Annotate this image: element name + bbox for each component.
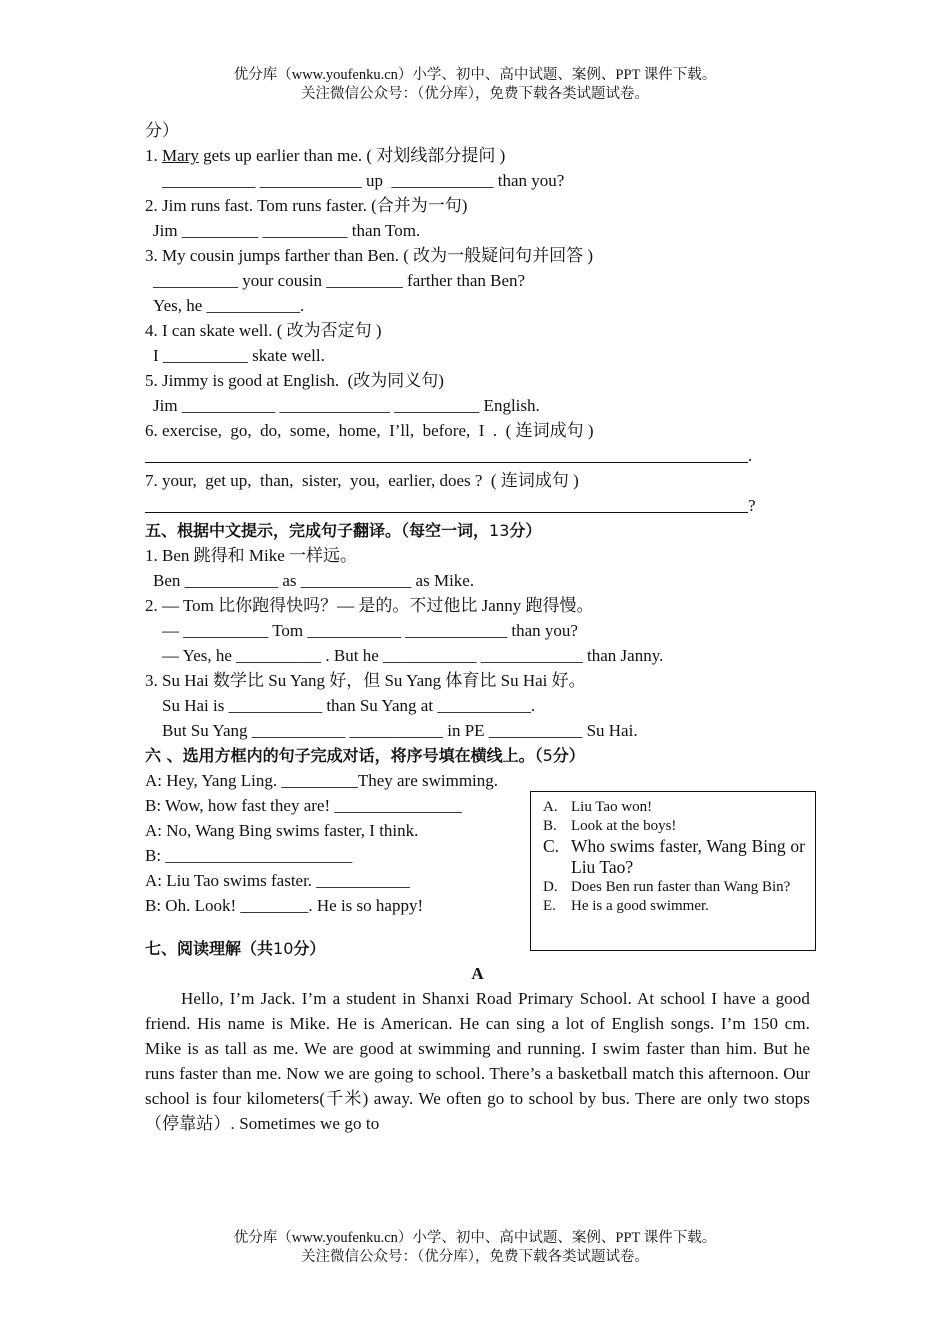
s5-answer-2a: — __________ Tom ___________ ____________ than you? — [162, 621, 578, 640]
s4-answer-2: Jim _________ __________ than Tom. — [153, 221, 421, 240]
dialog-line: A: Liu Tao swims faster. ___________ — [145, 871, 410, 890]
section5-score: 13 — [489, 521, 510, 540]
s4-answer-4: I __________ skate well. — [153, 346, 325, 365]
option-key: C. — [543, 836, 560, 856]
section7-title-tail: 分） — [293, 939, 326, 958]
s4-answer-3a: __________ your cousin _________ farther than Ben? — [153, 271, 526, 290]
section6-title-tail: 分） — [552, 746, 585, 765]
s5-answer-3b: But Su Yang ___________ ___________ in PE ___________ Su Hai. — [162, 721, 638, 740]
footer-line-2: 关注微信公众号：（优分库），免费下载各类试题试卷。 — [301, 1249, 649, 1265]
section5-title-text: 五、根据中文提示，完成句子翻译。（每空一词， — [145, 521, 490, 540]
s4-question-2: 2. Jim runs fast. Tom runs faster. (合并为一句) — [145, 196, 468, 215]
s4-question-6: 6. exercise, go, do, some, home, I’ll, before, I . ( 连词成句 ) — [145, 421, 594, 440]
dialog-line: A: Hey, Yang Ling. _________They are swimming. — [145, 771, 499, 790]
q1-text: gets up earlier than me. ( 对划线部分提问 ) — [198, 146, 506, 165]
option-c — [543, 836, 805, 878]
footer-line-1: 优分库（www.youfenku.cn）小学、初中、高中试题、案例、PPT 课件下载。 — [233, 1230, 717, 1246]
dialog-line: B: Oh. Look! ________. He is so happy! — [145, 896, 424, 915]
option-key: A. — [543, 799, 558, 815]
dialog-line: B: ______________________ — [145, 846, 353, 865]
option-key: E. — [543, 898, 556, 914]
section7-title-text: 七、阅读理解（共 — [145, 939, 274, 958]
section7-score: 10 — [273, 939, 294, 958]
option-text: He is a good swimmer. — [571, 898, 709, 914]
option-text: Who swims faster, Wang Bing or Liu Tao? — [571, 836, 805, 877]
section6-title-text: 六 、选用方框内的句子完成对话，将序号填在横线上。（ — [145, 746, 543, 765]
header-line-2: 关注微信公众号：（优分库），免费下载各类试题试卷。 — [301, 86, 649, 102]
s5-answer-3a: Su Hai is ___________ than Su Yang at ___________. — [162, 696, 536, 715]
question-mark: ? — [748, 496, 756, 515]
s5-answer-2b: — Yes, he __________ . But he ___________ ____________ than Janny. — [162, 646, 664, 665]
section5-title — [145, 518, 810, 543]
option-text: Does Ben run faster than Wang Bin? — [571, 879, 791, 895]
passage-title: A — [471, 964, 484, 983]
options-box — [530, 791, 816, 951]
s4-answer-3b: Yes, he ___________. — [153, 296, 305, 315]
s5-answer-1: Ben ___________ as _____________ as Mike. — [153, 571, 475, 590]
s5-question-2: 2. — Tom 比你跑得快吗？— 是的。不过他比 Janny 跑得慢。 — [145, 596, 594, 615]
q1-number: 1. — [145, 146, 162, 165]
s4-answer-6-line — [145, 443, 810, 468]
answer-rule — [145, 462, 748, 463]
option-key: D. — [543, 879, 558, 895]
worksheet-body — [145, 118, 810, 1136]
s4-answer-1: ___________ ____________ up ____________ than you? — [162, 171, 565, 190]
section5-title-tail: 分） — [509, 521, 542, 540]
dialog-line: B: Wow, how fast they are! _______________ — [145, 796, 462, 815]
s4-question-4: 4. I can skate well. ( 改为否定句 ) — [145, 321, 382, 340]
option-text: Look at the boys! — [571, 818, 677, 834]
s4-question-3: 3. My cousin jumps farther than Ben. ( 改为一般疑问句并回答 ) — [145, 246, 594, 265]
option-text: Liu Tao won! — [571, 799, 653, 815]
s4-question-7: 7. your, get up, than, sister, you, earlier, does ? ( 连词成句 ) — [145, 471, 579, 490]
s5-question-1: 1. Ben 跳得和 Mike 一样远。 — [145, 546, 358, 565]
option-a — [543, 798, 805, 817]
s5-question-3: 3. Su Hai 数学比 Su Yang 好，但 Su Yang 体育比 Su Hai 好。 — [145, 671, 586, 690]
option-key: B. — [543, 818, 557, 834]
section6-score: 5 — [542, 746, 553, 765]
option-e — [543, 897, 805, 916]
answer-rule — [145, 512, 748, 513]
option-b — [543, 817, 805, 836]
header-line-1: 优分库（www.youfenku.cn）小学、初中、高中试题、案例、PPT 课件下载。 — [233, 67, 717, 83]
page-footer — [0, 1229, 950, 1267]
underlined-word: Mary — [162, 146, 199, 165]
option-d — [543, 878, 805, 897]
s4-question-1 — [145, 143, 810, 168]
page-header — [0, 66, 950, 104]
period-mark: . — [748, 446, 753, 465]
section6-title — [145, 743, 810, 768]
s4-question-5: 5. Jimmy is good at English. (改为同义句) — [145, 371, 444, 390]
s4-answer-5: Jim ___________ _____________ __________ English. — [153, 396, 540, 415]
section4-continuation: 分） — [145, 121, 179, 140]
reading-passage: Hello, I’m Jack. I’m a student in Shanxi Road Primary School. At school I have a good friend. His name is Mike. He is American. He can sing a lot of English songs. I’m 150 cm. Mike is as tall as me. We are good at swimming and running. I swim faster than him. But he runs faster than me. Now we are going to school. There’s a basketball match this afternoon. Our school is four kilometers(千米) away. We often go to school by bus. There are only two stops（停靠站）. Sometimes we go to — [145, 989, 810, 1133]
s4-answer-7-line — [145, 493, 810, 518]
dialog-line: A: No, Wang Bing swims faster, I think. — [145, 821, 419, 840]
